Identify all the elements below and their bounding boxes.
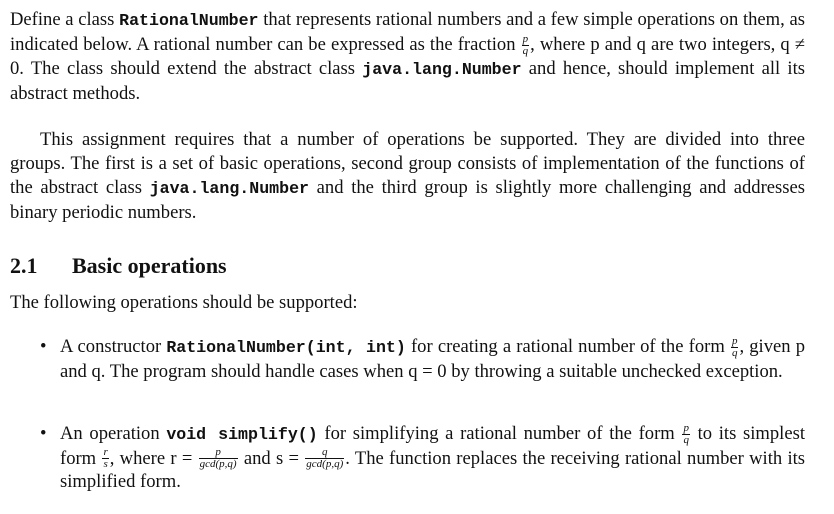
- code-constructor: RationalNumber(int, int): [166, 338, 406, 357]
- fraction-p-over-q: $\frac{p}{q}$: [522, 32, 529, 57]
- text: Define a class: [10, 9, 120, 30]
- list-item-text: An operation void simplify() for simplifying a rational number of the form $\frac{p}{q}$ to its simplest form $\frac{r}{s}$ , where r = $\frac{p}{\gcd(p,q)}$ and s = $\frac{q}{\gcd(p,q)}$ . The function replaces the receiving rational number with its simplified form.: [60, 421, 806, 493]
- code-simplify: void simplify(): [166, 425, 318, 444]
- bullet-icon: •: [40, 423, 47, 444]
- list-item-constructor: [40, 335, 805, 383]
- section-heading: [10, 252, 227, 280]
- intro-paragraph: [10, 8, 805, 106]
- fraction-r-over-s: $\frac{r}{s}$: [103, 446, 108, 471]
- list-item-text: A constructor RationalNumber(int, int) for creating a rational number of the form $\frac{p}{q}$ , given p and q. The program should handle cases when q = 0 by throwing a suitable unchecked exception.: [60, 334, 805, 382]
- code-java-number: java.lang.Number: [149, 179, 310, 198]
- code-java-number: java.lang.Number: [362, 60, 522, 79]
- text: and hence, should implement all its abstract methods.: [10, 58, 805, 104]
- fraction-p-over-q: $\frac{p}{q}$: [731, 334, 738, 359]
- assignment-paragraph: [10, 128, 805, 225]
- operations-intro: The following operations should be supported:: [10, 292, 358, 313]
- fraction-p-over-q: $\frac{p}{q}$: [683, 421, 689, 446]
- code-class-name: RationalNumber: [119, 11, 259, 30]
- text: This assignment requires that a number of operations be supported. They are divided into three groups. The first is a set of basic operations, second group consists of implementation of the functions of the abstract class: [10, 129, 805, 198]
- section-title: Basic operations: [72, 253, 227, 278]
- text: and the third group is slightly more challenging and addresses binary periodic numbers.: [10, 177, 805, 223]
- fraction-p-over-gcd: $\frac{p}{\gcd(p,q)}$: [199, 446, 237, 471]
- bullet-icon: •: [40, 336, 47, 357]
- text: , where p and q are two integers, q ≠ 0. The class should extend the abstract class: [10, 34, 805, 79]
- fraction-q-over-gcd: $\frac{q}{\gcd(p,q)}$: [306, 446, 344, 471]
- section-number: 2.1: [10, 253, 38, 278]
- list-item-simplify: [40, 422, 805, 494]
- text: that represents rational numbers and a few simple operations on them, as indicated below. A rational number can be expressed as the fraction: [10, 9, 805, 55]
